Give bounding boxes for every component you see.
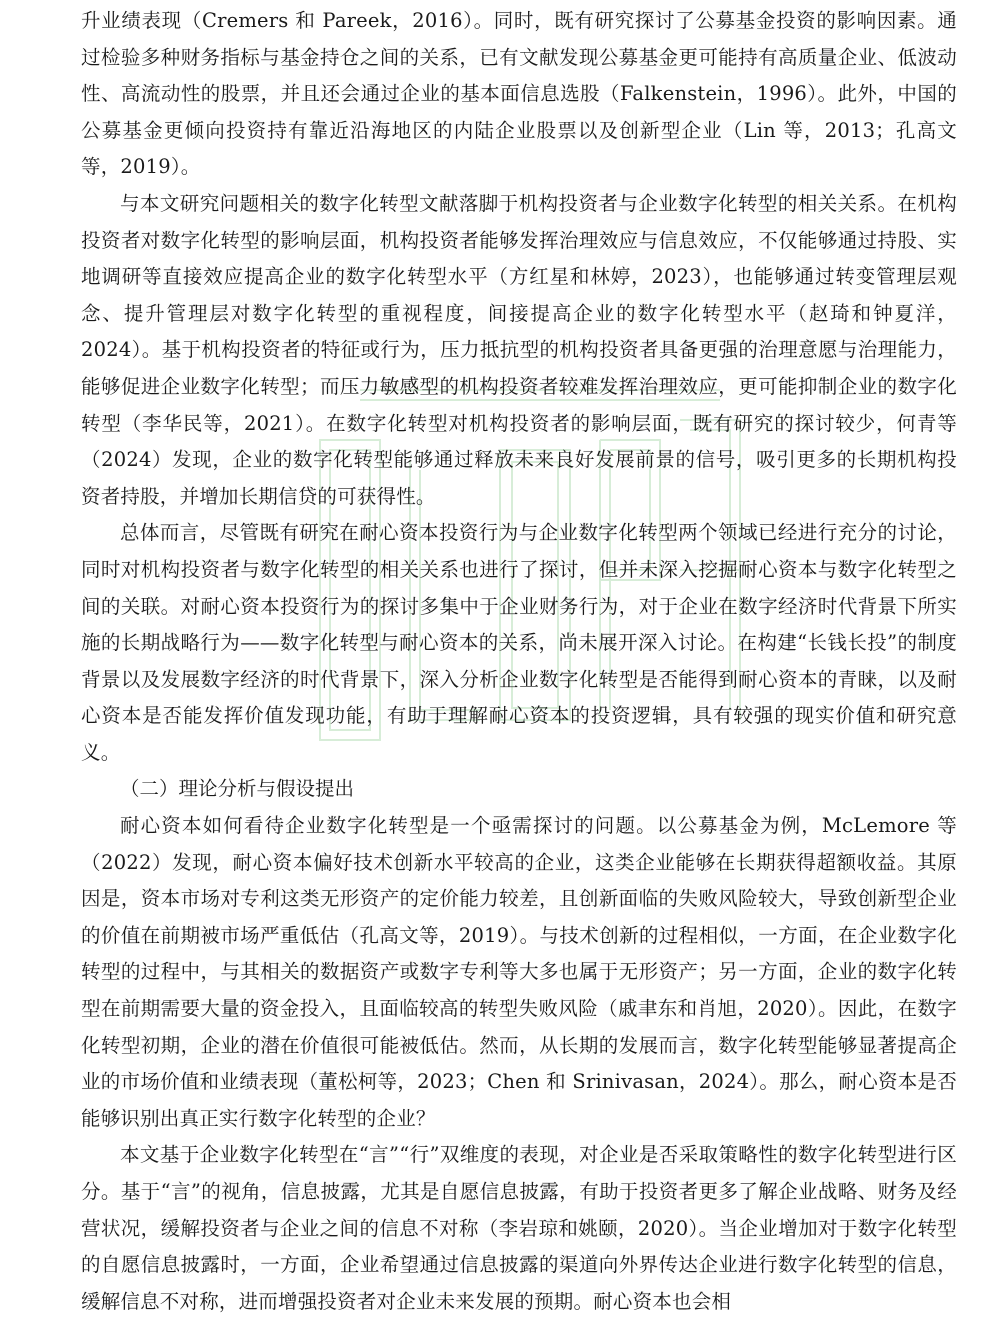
paragraph-digital-transformation-literature: 与本文研究问题相关的数字化转型文献落脚于机构投资者与企业数字化转型的相关关系。在机构投资者对数字化转型的影响层面，机构投资者能够发挥治理效应与信息效应，不仅能够通过持股、实地调研等直接效应提高企业的数字化转型水平（方红星和林婷，2023），也能够通过转变管理层观念、提升管理层对数字化转型的重视程度，间接提高企业的数字化转型水平（赵琦和钟夏洋，2024）。基于机构投资者的特征或行为，压力抵抗型的机构投资者具备更强的治理意愿与治理能力，能够促进企业数字化转型；而压力敏感型的机构投资者较难发挥治理效应，更可能抑制企业的数字化转型（李华民等，2021）。在数字化转型对机构投资者的影响层面，既有研究的探讨较少，何青等（2024）发现，企业的数字化转型能够通过释放未来良好发展前景的信号，吸引更多的长期机构投资者持股，并增加长期信贷的可获得性。 — [81, 191, 957, 508]
paragraph-patient-capital-view: 耐心资本如何看待企业数字化转型是一个亟需探讨的问题。以公募基金为例，McLemore 等（2022）发现，耐心资本偏好技术创新水平较高的企业，这类企业能够在长期获得超额收益。其原因是，资本市场对专利这类无形资产的定价能力较差，且创新面临的失败风险较大，导致创新型企业的价值在前期被市场严重低估（孔高文等，2019）。与技术创新的过程相似，一方面，在企业数字化转型的过程中，与其相关的数据资产或数字专利等大多也属于无形资产；另一方面，企业的数字化转型在前期需要大量的资金投入，且面临较高的转型失败风险（戚聿东和肖旭，2020）。因此，在数字化转型初期，企业的潜在价值很可能被低估。然而，从长期的发展而言，数字化转型能够显著提高企业的市场价值和业绩表现（董松柯等，2023；Chen 和 Srinivasan，2024）。那么，耐心资本是否能够识别出真正实行数字化转型的企业？ — [81, 814, 957, 1130]
section-heading: （二）理论分析与假设提出 — [120, 777, 355, 801]
page-content — [81, 3, 957, 1320]
paragraph-literature-summary: 总体而言，尽管既有研究在耐心资本投资行为与企业数字化转型两个领域已经进行充分的讨论，同时对机构投资者与数字化转型的相关关系也进行了探讨，但并未深入挖掘耐心资本与数字化转型之间的关联。对耐心资本投资行为的探讨多集中于企业财务行为，对于企业在数字经济时代背景下所实施的长期战略行为——数字化转型与耐心资本的关系，尚未展开深入讨论。在构建“长钱长投”的制度背景以及发展数字经济的时代背景下，深入分析企业数字化转型是否能得到耐心资本的青睐，以及耐心资本是否能发挥价值发现功能，有助于理解耐心资本的投资逻辑，具有较强的现实价值和研究意义。 — [81, 521, 957, 764]
paragraph-institutional-factors: 升业绩表现（Cremers 和 Pareek，2016）。同时，既有研究探讨了公募基金投资的影响因素。通过检验多种财务指标与基金持仓之间的关系，已有文献发现公募基金更可能持有高质量企业、低波动性、高流动性的股票，并且还会通过企业的基本面信息选股（Falkenstein，1996）。此外，中国的公募基金更倾向投资持有靠近沿海地区的内陆企业股票以及创新型企业（Lin 等，2013；孔高文等，2019）。 — [81, 9, 957, 179]
paragraph-words-and-deeds: 本文基于企业数字化转型在“言”“行”双维度的表现，对企业是否采取策略性的数字化转型进行区分。基于“言”的视角，信息披露，尤其是自愿信息披露，有助于投资者更多了解企业战略、财务及经营状况，缓解投资者与企业之间的信息不对称（李岩琼和姚颐，2020）。当企业增加对于数字化转型的自愿信息披露时，一方面，企业希望通过信息披露的渠道向外界传达企业进行数字化转型的信息，缓解信息不对称，进而增强投资者对企业未来发展的预期。耐心资本也会相 — [81, 1143, 957, 1313]
